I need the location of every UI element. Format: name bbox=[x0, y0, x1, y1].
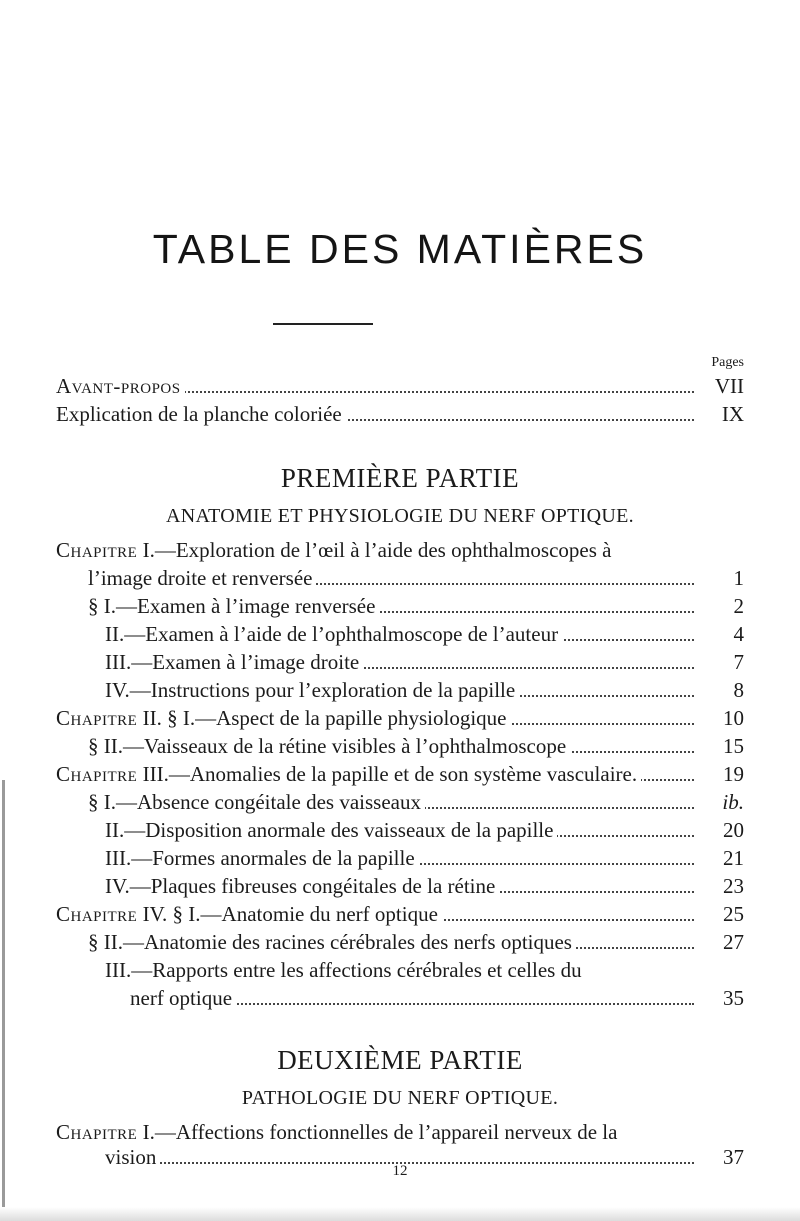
toc-part2-chapter-1-line-2 bbox=[105, 1143, 744, 1171]
signature-number: 12 bbox=[392, 1163, 408, 1179]
toc-page-number: 35 bbox=[698, 984, 744, 1012]
toc-entry-avant-propos bbox=[56, 372, 744, 400]
pages-column-label: Pages bbox=[711, 355, 744, 370]
chapter-label: Chapitre bbox=[56, 1120, 138, 1144]
toc-entry-text: III.—Rapports entre les affections cérébrales et celles du bbox=[105, 958, 586, 982]
toc-entry-text: III.—Examen à l’image droite bbox=[105, 650, 363, 674]
toc-entry-text: I.—Affections fonctionnelles de l’appareil nerveux de la bbox=[142, 1120, 618, 1144]
toc-entry-text: II.—Disposition anormale des vaisseaux de la papille bbox=[105, 818, 557, 842]
toc-page-number: 2 bbox=[698, 592, 744, 620]
toc-entry-text: nerf optique bbox=[130, 986, 236, 1010]
toc-entry-text: I.—Exploration de l’œil à l’aide des ophthalmoscopes à bbox=[142, 538, 612, 562]
toc-entry bbox=[88, 592, 744, 620]
chapter-label: Chapitre bbox=[56, 538, 138, 562]
toc-entry-text: III.—Formes anormales de la papille bbox=[105, 846, 419, 870]
part-two-subtitle: PATHOLOGIE DU NERF OPTIQUE. bbox=[241, 1087, 559, 1109]
toc-entry-text: IV.—Instructions pour l’exploration de la papille bbox=[105, 678, 519, 702]
toc-entry-text: Explication de la planche coloriée bbox=[56, 402, 346, 426]
toc-chapter-2 bbox=[56, 704, 744, 732]
page-edge-shadow bbox=[2, 780, 5, 1221]
toc-entry bbox=[88, 788, 744, 816]
chapter-label: Chapitre bbox=[56, 706, 138, 730]
toc-entry-text: IV. § I.—Anatomie du nerf optique bbox=[142, 902, 438, 926]
toc-entry-text: l’image droite et renversée bbox=[88, 566, 316, 590]
toc-page-number: 15 bbox=[698, 732, 744, 760]
toc-page-number: 21 bbox=[698, 844, 744, 872]
toc-entry-text: § I.—Examen à l’image renversée bbox=[88, 594, 379, 618]
page-bottom-shadow bbox=[0, 1207, 800, 1221]
toc-chapter-1-line-2 bbox=[88, 564, 744, 592]
chapter-label: Chapitre bbox=[56, 902, 138, 926]
part-two-title: DEUXIÈME PARTIE bbox=[277, 1045, 523, 1075]
toc-entry-explication bbox=[56, 400, 744, 428]
toc-entry-text: § II.—Vaisseaux de la rétine visibles à l’ophthalmoscope bbox=[88, 734, 570, 758]
toc-chapter-4 bbox=[56, 900, 744, 928]
toc-page-number: VII bbox=[698, 372, 744, 400]
toc-page-number: ib. bbox=[698, 788, 744, 816]
toc-page-number: 7 bbox=[698, 648, 744, 676]
toc-entry bbox=[105, 872, 744, 900]
toc-entry-text: § I.—Absence congéitale des vaisseaux bbox=[88, 790, 425, 814]
toc-entry bbox=[105, 676, 744, 704]
part-one-title: PREMIÈRE PARTIE bbox=[280, 463, 520, 493]
toc-entry-text: Avant-propos bbox=[56, 374, 185, 398]
toc-entry bbox=[88, 928, 744, 956]
toc-page-number: 1 bbox=[698, 564, 744, 592]
toc-entry-text: II. § I.—Aspect de la papille physiologique bbox=[142, 706, 507, 730]
toc-page-number: 23 bbox=[698, 872, 744, 900]
toc-page-number: 10 bbox=[698, 704, 744, 732]
toc-chapter-3 bbox=[56, 760, 744, 788]
toc-page-number: IX bbox=[698, 400, 744, 428]
toc-entry-text: § II.—Anatomie des racines cérébrales des nerfs optiques bbox=[88, 930, 576, 954]
toc-page-number: 37 bbox=[698, 1143, 744, 1171]
toc-entry bbox=[88, 732, 744, 760]
toc-entry-text: III.—Anomalies de la papille et de son système vasculaire. bbox=[142, 762, 638, 786]
toc-page-number: 20 bbox=[698, 816, 744, 844]
page-title: TABLE DES MATIÈRES bbox=[152, 226, 648, 272]
toc-entry-text: II.—Examen à l’aide de l’ophthalmoscope de l’auteur bbox=[105, 622, 562, 646]
toc-chapter-1-line-1 bbox=[56, 536, 744, 564]
toc-entry-line-2 bbox=[130, 984, 744, 1012]
toc-part2-chapter-1-line-1 bbox=[56, 1118, 744, 1146]
toc-page-number: 4 bbox=[698, 620, 744, 648]
toc-entry-line-1 bbox=[105, 956, 744, 984]
toc-entry bbox=[105, 648, 744, 676]
toc-entry bbox=[105, 620, 744, 648]
toc-page-number: 25 bbox=[698, 900, 744, 928]
title-divider bbox=[273, 323, 373, 325]
toc-page-number: 19 bbox=[698, 760, 744, 788]
toc-entry-text: vision bbox=[105, 1145, 160, 1169]
toc-page-number: 27 bbox=[698, 928, 744, 956]
chapter-label: Chapitre bbox=[56, 762, 138, 786]
toc-entry bbox=[105, 844, 744, 872]
toc-page-number: 8 bbox=[698, 676, 744, 704]
part-one-subtitle: ANATOMIE ET PHYSIOLOGIE DU NERF OPTIQUE. bbox=[166, 505, 634, 527]
toc-entry-text: IV.—Plaques fibreuses congéitales de la rétine bbox=[105, 874, 499, 898]
toc-entry bbox=[105, 816, 744, 844]
